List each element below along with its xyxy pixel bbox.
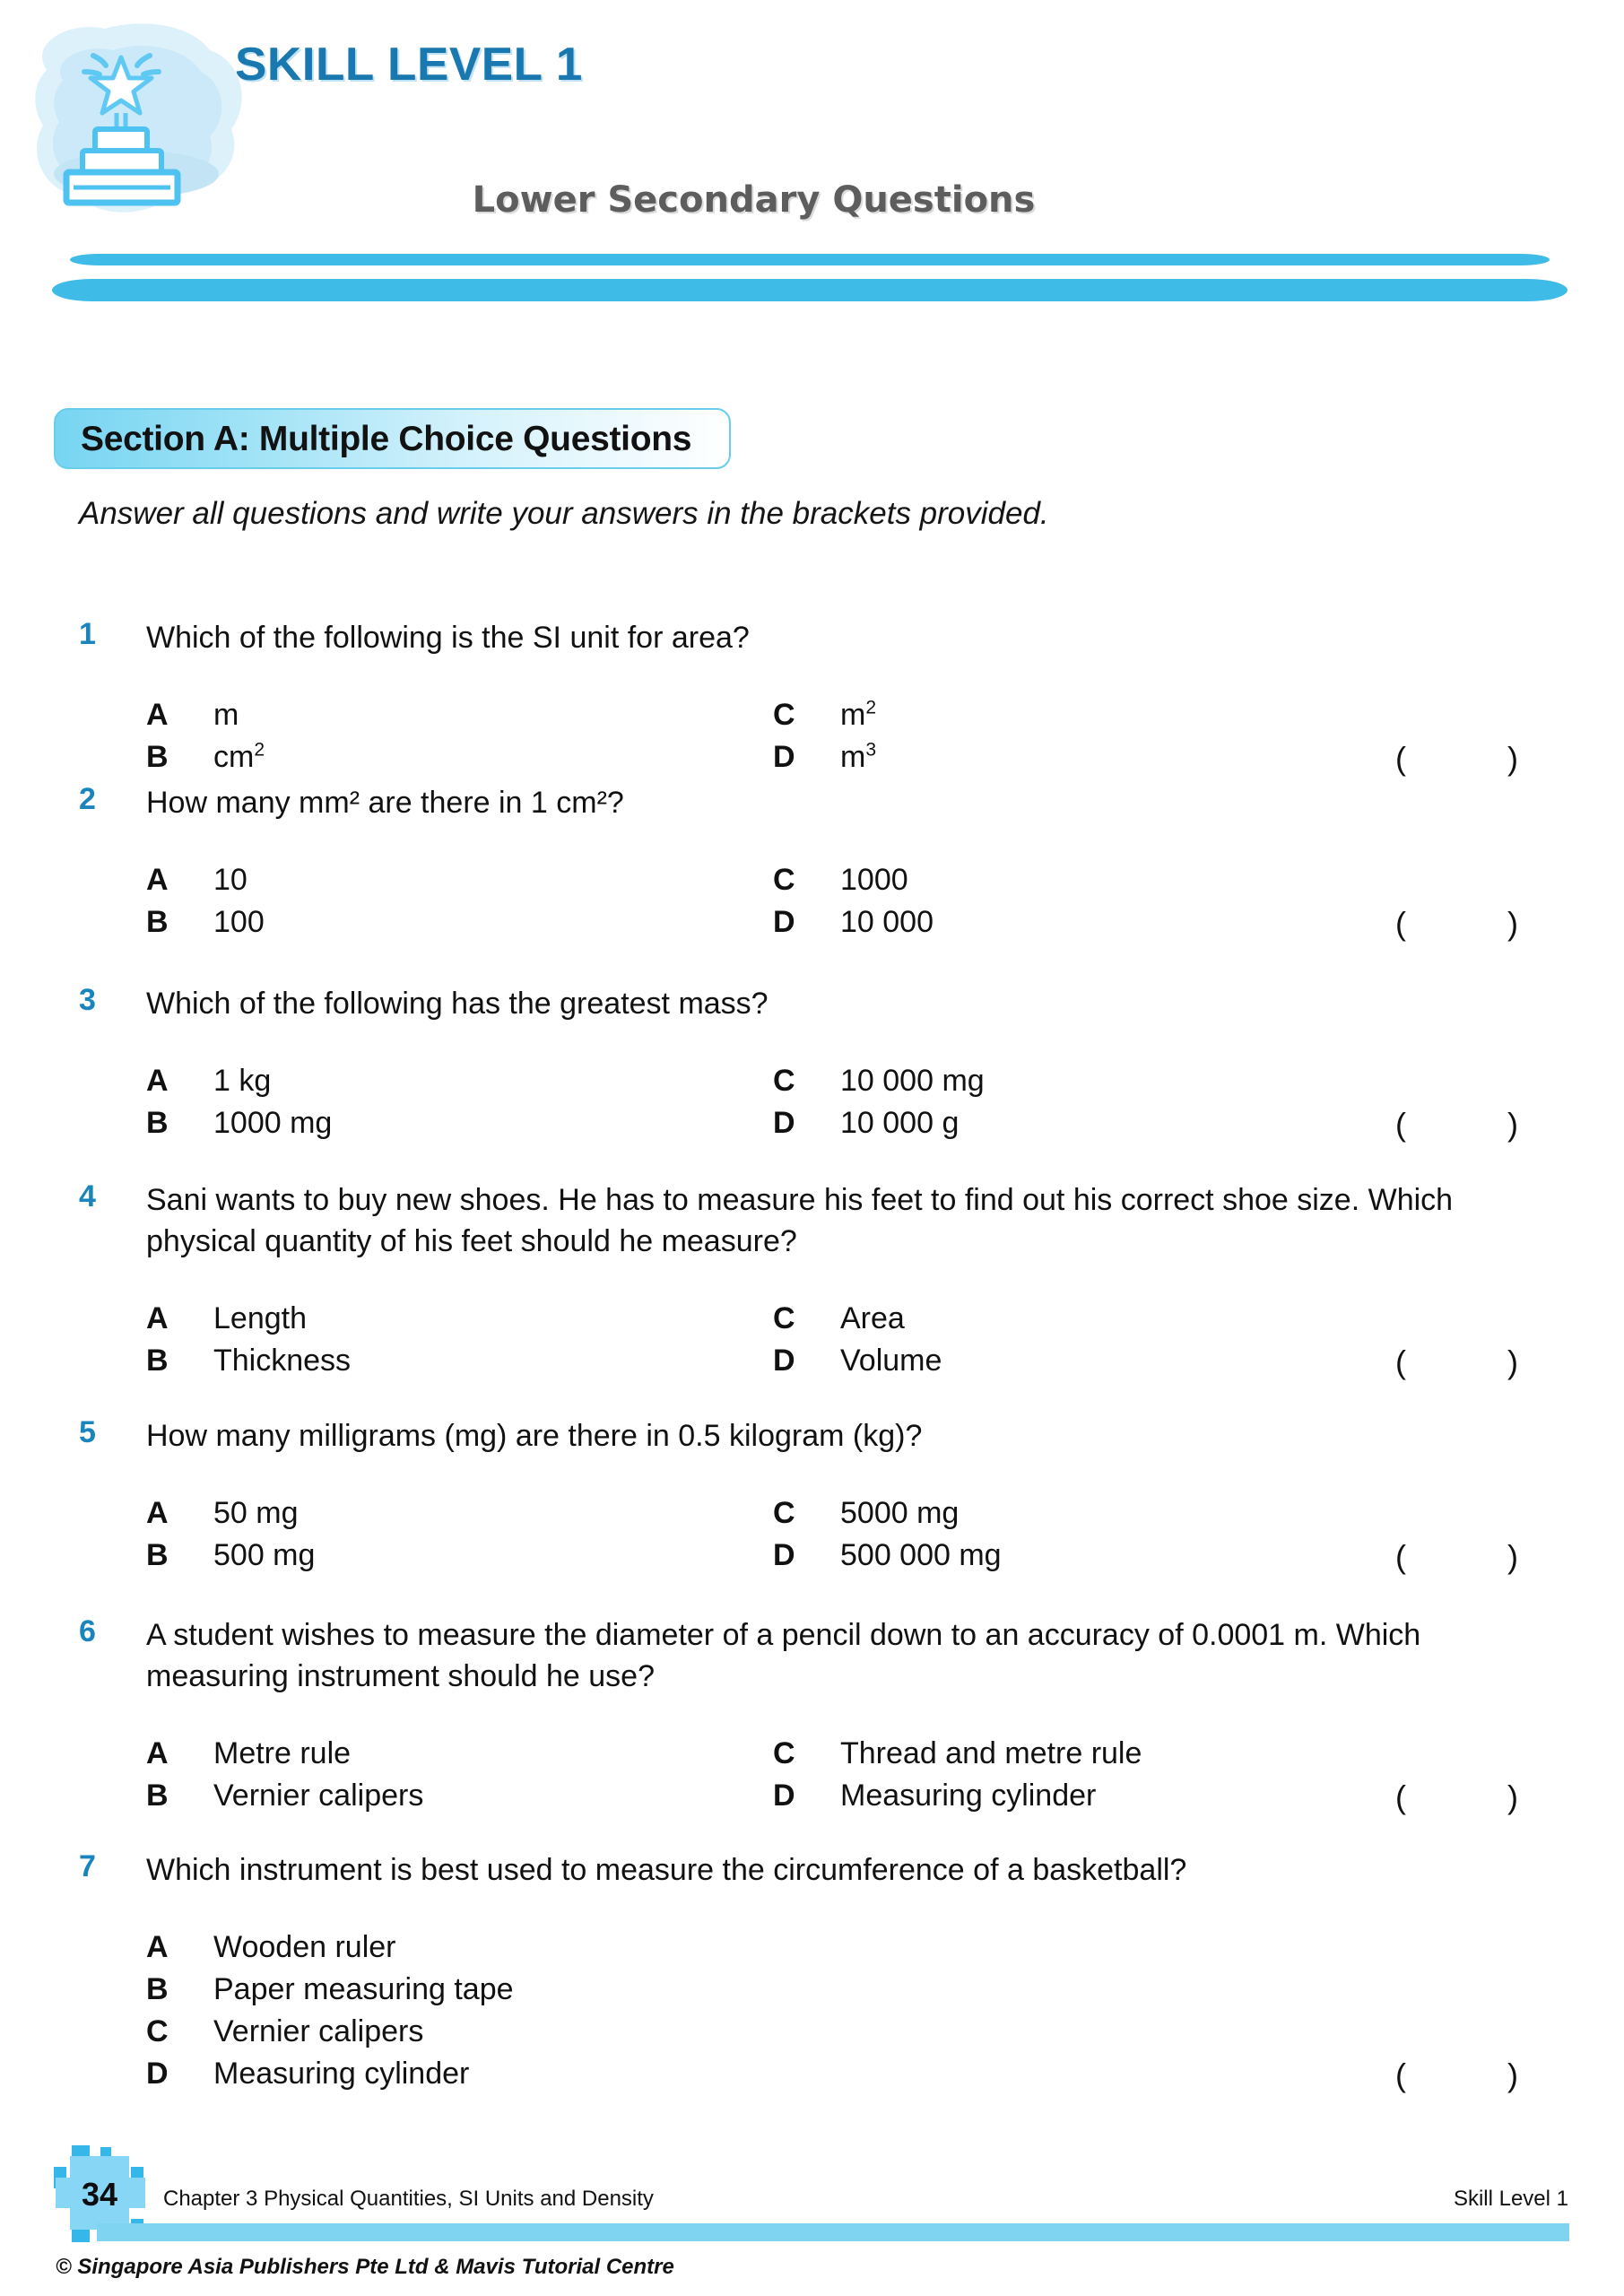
- question-number: 1: [79, 617, 96, 651]
- option-text: 1 kg: [213, 1064, 272, 1098]
- option-text: 10: [213, 863, 248, 897]
- option-text: Vernier calipers: [213, 2014, 424, 2048]
- question-number: 2: [79, 782, 96, 816]
- answer-bracket-close: ): [1507, 905, 1518, 942]
- question-stem: Which instrument is best used to measure the circumference of a basketball?: [146, 1853, 1187, 1887]
- option-text: 500 000 mg: [840, 1538, 1002, 1572]
- option-text: $m^2$: [840, 697, 877, 732]
- question-stem: Sani wants to buy new shoes. He has to measure his feet to find out his correct shoe size. Which physical quantity of his feet should he measure?: [146, 1183, 1454, 1258]
- option-text: 1000: [840, 863, 908, 897]
- answer-bracket-close: ): [1507, 740, 1518, 777]
- option-text: Paper measuring tape: [213, 1972, 514, 2006]
- option-letter: B: [146, 1344, 169, 1378]
- option-letter: A: [146, 1736, 169, 1770]
- option-letter: B: [146, 905, 169, 939]
- answer-bracket-open: (: [1395, 740, 1406, 777]
- option-text: Area: [840, 1301, 905, 1335]
- answer-bracket-close: ): [1507, 1344, 1518, 1380]
- option-text: Metre rule: [213, 1736, 352, 1770]
- page-subtitle: Lower Secondary Questions: [472, 179, 1036, 221]
- option-letter: B: [146, 1106, 169, 1140]
- option-letter: C: [773, 1301, 795, 1335]
- option-text: m: [213, 698, 239, 732]
- footer-chapter-label: Chapter 3 Physical Quantities, SI Units and Density: [163, 2187, 654, 2211]
- option-text: Vernier calipers: [213, 1779, 424, 1813]
- option-letter: D: [773, 1344, 795, 1378]
- option-text: Thread and metre rule: [840, 1736, 1142, 1770]
- answer-bracket-close: ): [1507, 1538, 1518, 1575]
- question-number: 5: [79, 1415, 96, 1449]
- option-letter: A: [146, 1930, 169, 1964]
- option-text: 10 000 g: [840, 1106, 960, 1140]
- option-letter: C: [773, 1736, 795, 1770]
- question-stem: How many mm² are there in 1 cm²?: [146, 786, 624, 820]
- option-letter: D: [773, 1538, 795, 1572]
- option-letter: C: [773, 863, 795, 897]
- option-letter: A: [146, 1496, 169, 1530]
- option-letter: D: [773, 1106, 795, 1140]
- option-letter: B: [146, 740, 169, 774]
- question-number: 3: [79, 983, 96, 1017]
- page-number-text: 34: [81, 2176, 118, 2213]
- option-letter: D: [146, 2057, 169, 2091]
- answer-bracket-open: (: [1395, 1779, 1406, 1815]
- header-rule-thin: [70, 254, 1550, 265]
- answer-bracket-open: (: [1395, 905, 1406, 942]
- option-text: 10 000 mg: [840, 1064, 985, 1098]
- answer-bracket-close: ): [1507, 2057, 1518, 2093]
- option-letter: D: [773, 740, 795, 774]
- option-letter: C: [146, 2014, 169, 2048]
- option-text: Volume: [840, 1344, 942, 1378]
- option-text: Wooden ruler: [213, 1930, 396, 1964]
- option-letter: D: [773, 1779, 795, 1813]
- answer-bracket-open: (: [1395, 1344, 1406, 1380]
- option-letter: C: [773, 1496, 795, 1530]
- question-stem: How many milligrams (mg) are there in 0.5 kilogram (kg)?: [146, 1419, 923, 1453]
- option-text: Length: [213, 1301, 307, 1335]
- section-a-title: Section A: Multiple Choice Questions: [81, 420, 692, 458]
- option-text: Measuring cylinder: [213, 2057, 470, 2091]
- footer-rule: [97, 2223, 1569, 2241]
- option-text: Thickness: [213, 1344, 352, 1378]
- answer-bracket-open: (: [1395, 1538, 1406, 1575]
- option-letter: A: [146, 1064, 169, 1098]
- option-letter: C: [773, 698, 795, 732]
- footer-copyright: © Singapore Asia Publishers Pte Ltd & Mavis Tutorial Centre: [56, 2255, 674, 2279]
- option-letter: B: [146, 1779, 169, 1813]
- option-letter: A: [146, 698, 169, 732]
- option-text: 500 mg: [213, 1538, 316, 1572]
- page-header: [0, 0, 1624, 305]
- header-rule-thick: [52, 279, 1568, 301]
- option-letter: A: [146, 863, 169, 897]
- section-instruction: Answer all questions and write your answers in the brackets provided.: [79, 496, 1049, 531]
- option-letter: A: [146, 1301, 169, 1335]
- option-text: 50 mg: [213, 1496, 299, 1530]
- question-number: 6: [79, 1614, 96, 1648]
- option-text: 10 000: [840, 905, 934, 939]
- option-text: $m^3$: [840, 739, 877, 774]
- option-text: 100: [213, 905, 265, 939]
- option-letter: C: [773, 1064, 795, 1098]
- question-stem: Which of the following has the greatest mass?: [146, 987, 769, 1021]
- option-text: $cm^2$: [213, 739, 265, 774]
- answer-bracket-open: (: [1395, 2057, 1406, 2093]
- option-text: Measuring cylinder: [840, 1779, 1097, 1813]
- footer-level-label: Skill Level 1: [1453, 2187, 1568, 2211]
- answer-bracket-close: ): [1507, 1779, 1518, 1815]
- option-text: 5000 mg: [840, 1496, 960, 1530]
- skill-level-title: SKILL LEVEL 1: [235, 39, 583, 91]
- answer-bracket-close: ): [1507, 1106, 1518, 1143]
- question-stem: Which of the following is the SI unit for area?: [146, 621, 750, 655]
- option-letter: D: [773, 905, 795, 939]
- option-letter: B: [146, 1972, 169, 2006]
- question-stem: A student wishes to measure the diameter of a pencil down to an accuracy of 0.0001 m. Which measuring instrument should he use?: [146, 1618, 1421, 1693]
- option-letter: B: [146, 1538, 169, 1572]
- page-footer: [0, 2144, 1624, 2296]
- answer-bracket-open: (: [1395, 1106, 1406, 1143]
- question-number: 4: [79, 1179, 96, 1213]
- option-text: 1000 mg: [213, 1106, 333, 1140]
- question-number: 7: [79, 1849, 96, 1883]
